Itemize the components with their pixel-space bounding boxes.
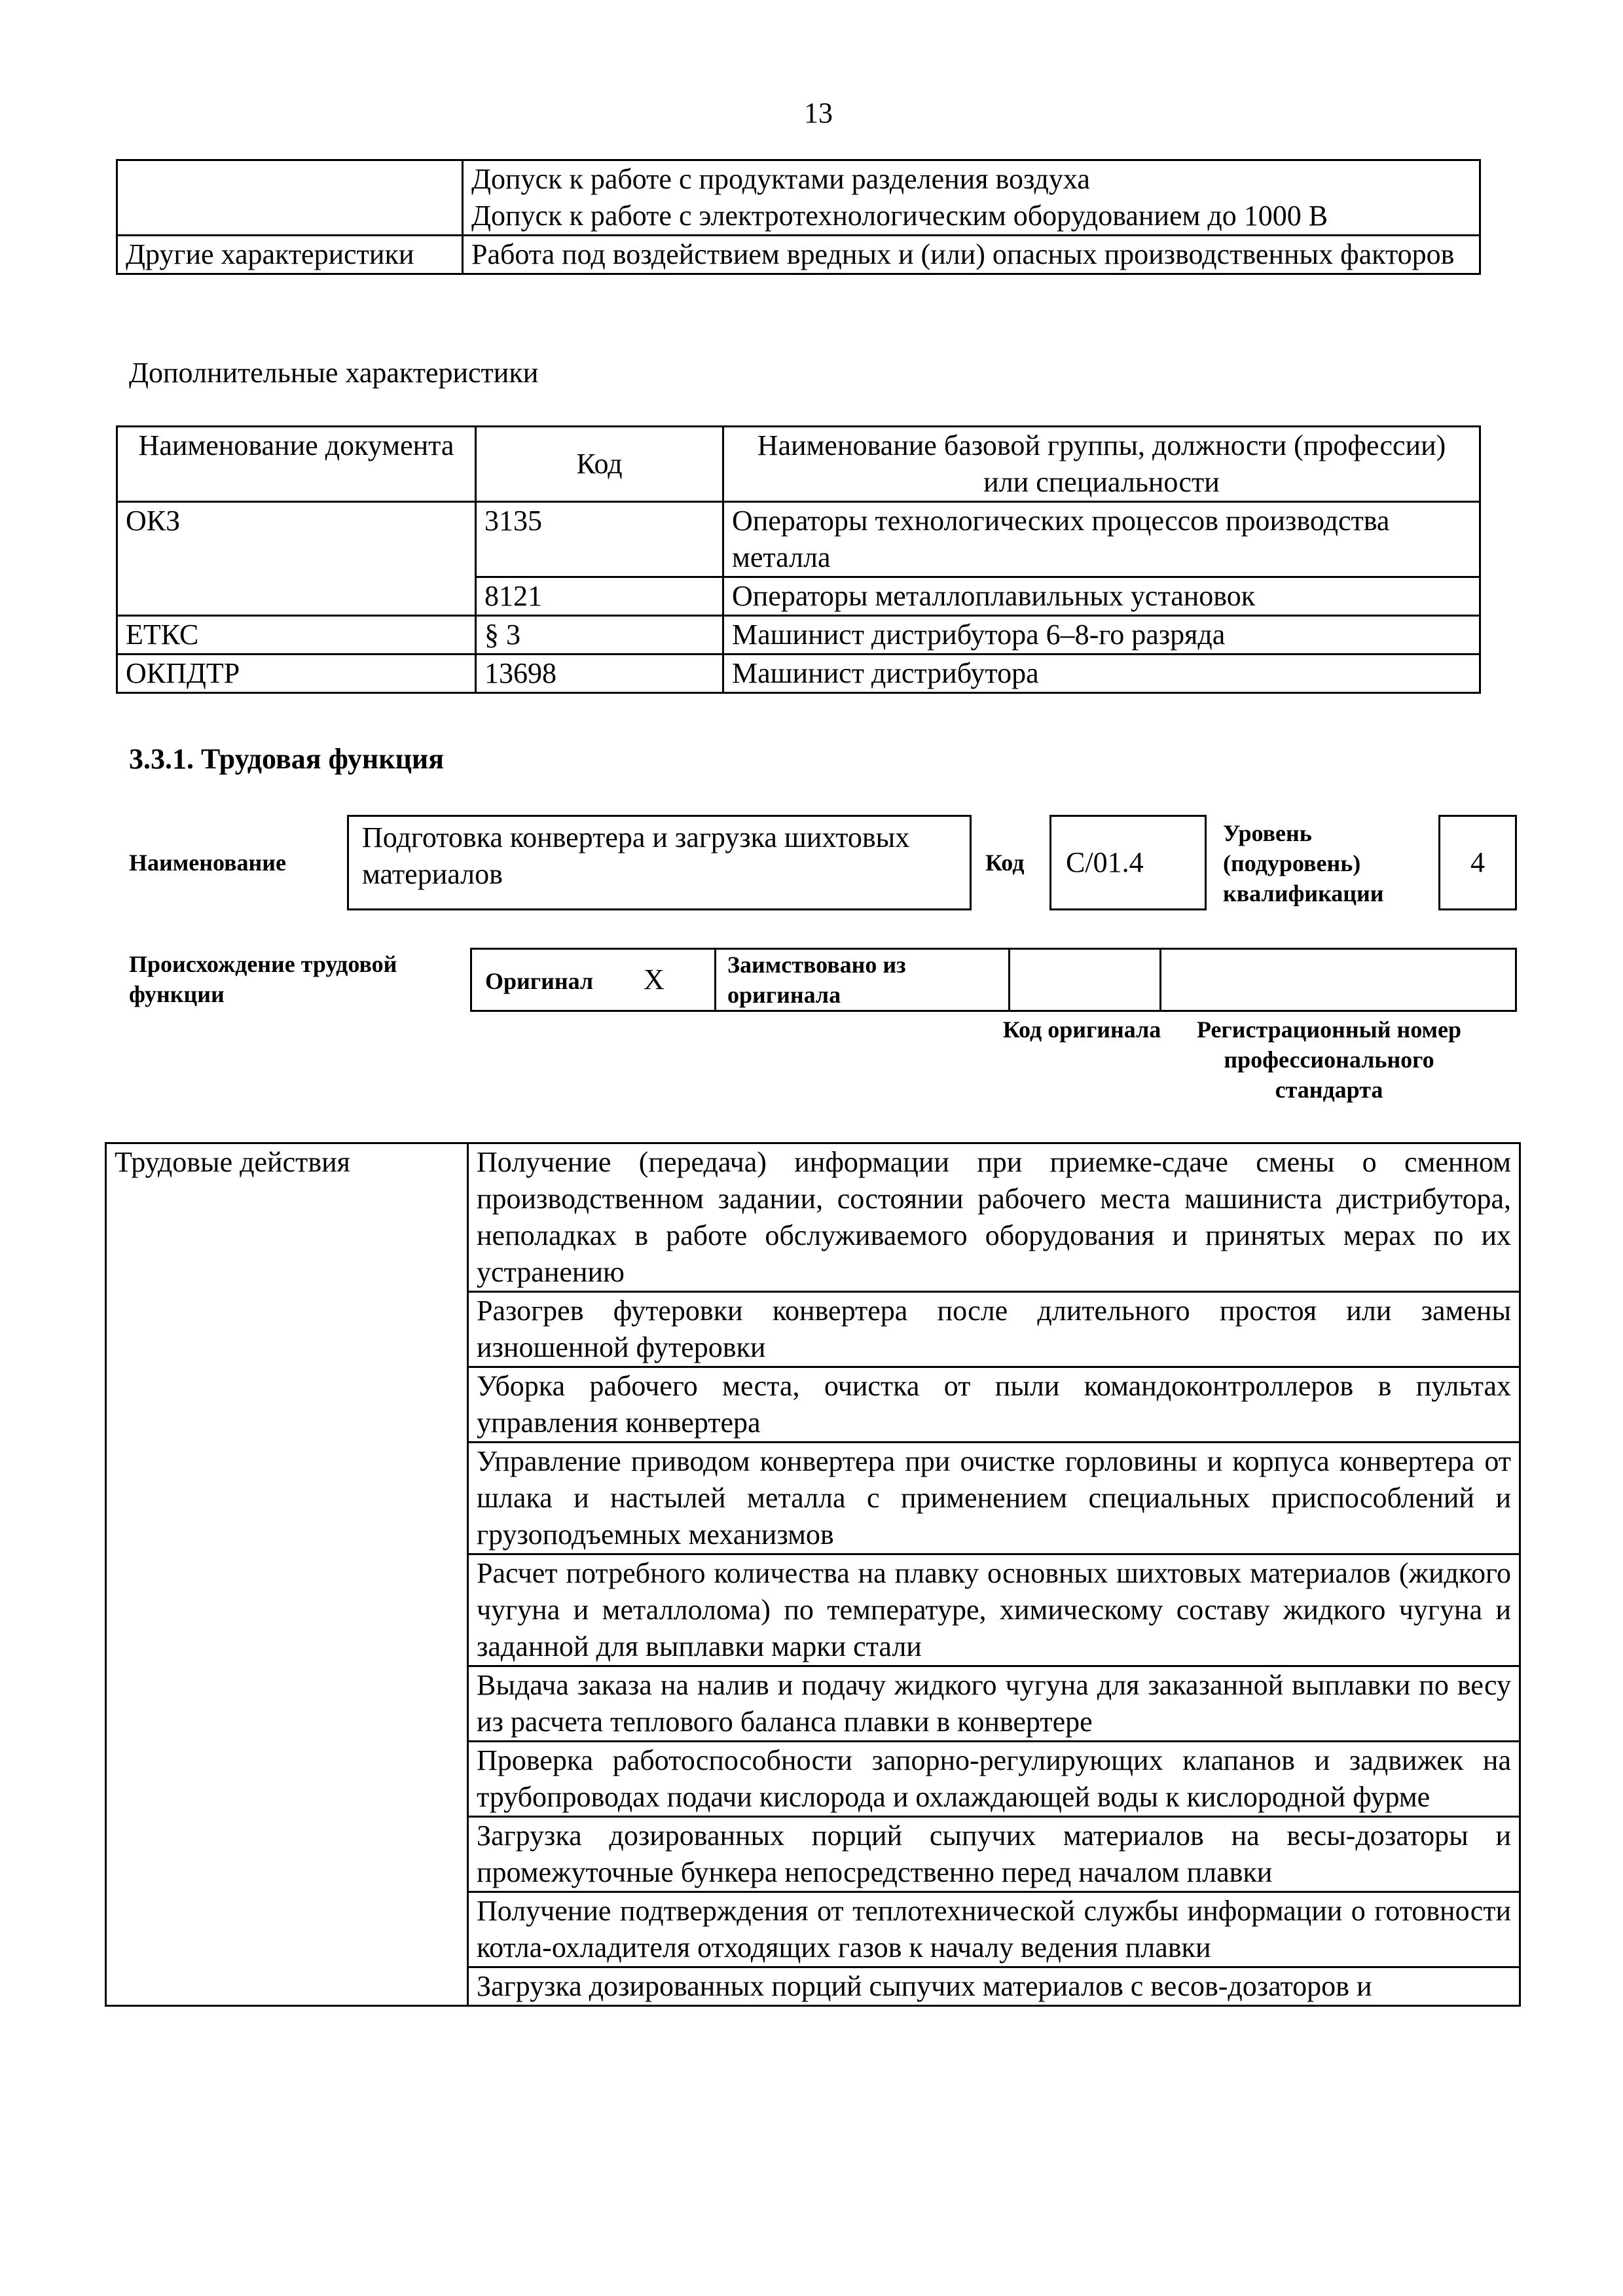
column-header: Наименование базовой группы, должности (профессии) или специальности — [723, 427, 1480, 502]
original-mark: X — [644, 963, 665, 996]
divider — [1008, 950, 1010, 1010]
action-item: Разогрев футеровки конвертера после длительного простоя или замены изношенной футеровки — [468, 1292, 1520, 1367]
action-item: Расчет потребного количества на плавку основных шихтовых материалов (жидкого чугуна и металлолома) по температуре, химическому составу жидкого чугуна и заданной для выплавки марки стали — [468, 1554, 1520, 1666]
table-row — [117, 655, 1480, 693]
additional-table — [116, 425, 1481, 694]
top-characteristics-table — [116, 159, 1481, 275]
table-cell: Машинист дистрибутора 6–8-го разряда — [723, 616, 1480, 655]
action-item: Уборка рабочего места, очистка от пыли командоконтроллеров в пультах управления конвертера — [468, 1367, 1520, 1443]
action-item: Загрузка дозированных порций сыпучих материалов с весов-дозаторов и — [468, 1967, 1520, 2006]
level-label: Уровень (подуровень) квалификации — [1223, 820, 1384, 906]
original-label: Оригинал — [485, 968, 594, 994]
function-code: С/01.4 — [1066, 846, 1144, 878]
column-header: Код — [476, 427, 723, 502]
table-row — [106, 1143, 1520, 1292]
table-cell: 3135 — [476, 502, 723, 577]
code-label: Код — [985, 850, 1025, 876]
actions-label: Трудовые действия — [106, 1143, 468, 2006]
table-row — [117, 160, 1480, 236]
level-value: 4 — [1470, 846, 1485, 878]
actions-table — [105, 1142, 1521, 2007]
cell-line: Допуск к работе с электротехнологическим оборудованием до 1000 В — [471, 200, 1328, 232]
action-item: Загрузка дозированных порций сыпучих материалов на весы-дозаторы и промежуточные бункера непосредственно перед началом плавки — [468, 1817, 1520, 1892]
section-title: 3.3.1. Трудовая функция — [129, 743, 445, 775]
table-cell: 8121 — [476, 577, 723, 616]
origin-row — [470, 948, 1517, 1012]
divider — [714, 950, 716, 1010]
borrowed-label: Заимствовано из оригинала — [727, 952, 906, 1008]
table-cell: Работа под воздействием вредных и (или) опасных производственных факторов — [463, 236, 1480, 274]
table-cell: Операторы металлоплавильных установок — [723, 577, 1480, 616]
table-cell: ЕТКС — [117, 616, 476, 655]
table-cell: Другие характеристики — [117, 236, 463, 274]
column-header: Наименование документа — [117, 427, 476, 502]
table-header-row — [117, 427, 1480, 502]
divider — [1159, 950, 1161, 1010]
table-cell: 13698 — [476, 655, 723, 693]
origin-label: Происхождение трудовой функции — [129, 951, 397, 1007]
level-box — [1438, 815, 1517, 910]
action-item: Выдача заказа на налив и подачу жидкого чугуна для заказанной выплавки по весу из расчета теплового баланса плавки в конвертере — [468, 1666, 1520, 1742]
cell-line: Допуск к работе с продуктами разделения воздуха — [471, 163, 1090, 195]
action-item: Проверка работоспособности запорно-регулирующих клапанов и задвижек на трубопроводах подачи кислорода и охлаждающей воды к кислородной фурме — [468, 1742, 1520, 1817]
table-cell — [117, 160, 463, 236]
table-row — [117, 616, 1480, 655]
table-cell: Машинист дистрибутора — [723, 655, 1480, 693]
name-label: Наименование — [129, 850, 286, 876]
table-cell: ОКПДТР — [117, 655, 476, 693]
table-cell: ОКЗ — [117, 502, 476, 616]
action-item: Получение подтверждения от теплотехнической службы информации о готовности котла-охладителя отходящих газов к началу ведения плавки — [468, 1892, 1520, 1967]
function-name: Подготовка конвертера и загрузка шихтовых материалов — [362, 821, 910, 890]
table-cell — [463, 160, 1480, 236]
page-number: 13 — [804, 97, 833, 129]
function-name-box — [347, 815, 972, 910]
function-code-box — [1049, 815, 1207, 910]
action-item: Получение (передача) информации при приемке-сдаче смены о сменном производственном задании, состоянии рабочего места машиниста дистрибутора, неполадках в работе обслуживаемого оборудования и принятых мерах по их устранению — [468, 1143, 1520, 1292]
reg-caption: Регистрационный номер профессионального стандарта — [1196, 1016, 1462, 1103]
additional-heading: Дополнительные характеристики — [129, 357, 539, 389]
table-cell: Операторы технологических процессов производства металла — [723, 502, 1480, 577]
code-caption: Код оригинала — [1002, 1016, 1161, 1043]
table-row — [117, 236, 1480, 274]
action-item: Управление приводом конвертера при очистке горловины и корпуса конвертера от шлака и настылей металла с применением специальных приспособлений и грузоподъемных механизмов — [468, 1443, 1520, 1554]
table-row — [117, 502, 1480, 577]
table-cell: § 3 — [476, 616, 723, 655]
